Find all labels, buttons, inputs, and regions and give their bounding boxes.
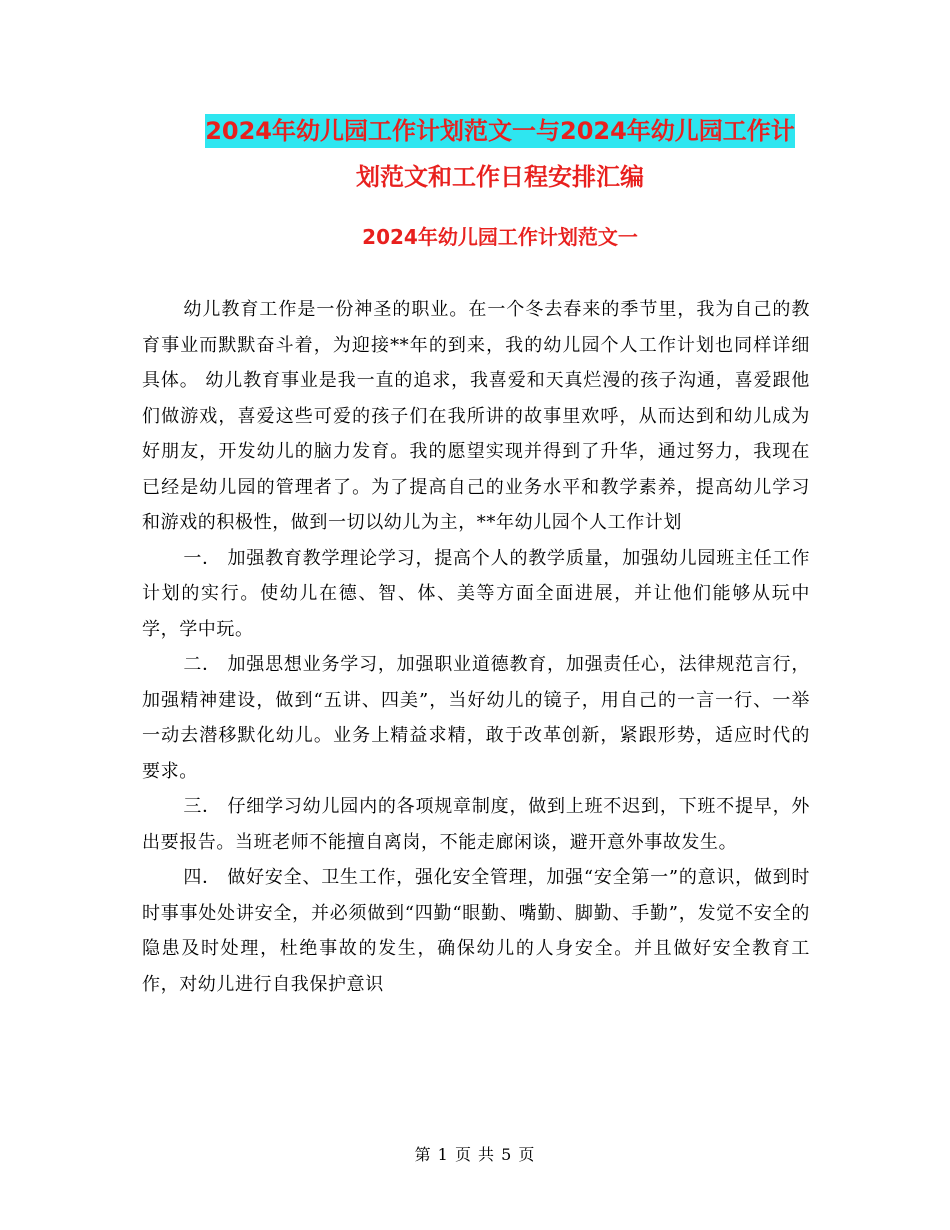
document-title	[140, 108, 860, 200]
page-footer: 第 1 页 共 5 页	[414, 1145, 536, 1164]
paragraph-item-1: 一． 加强教育教学理论学习，提高个人的教学质量，加强幼儿园班主任工作计划的实行。使幼儿在德、智、体、美等方面全面进展，并让他们能够从玩中学，学中玩。	[142, 547, 810, 640]
section-title: 2024年幼儿园工作计划范文一	[362, 225, 638, 249]
paragraph-item-3: 三． 仔细学习幼儿园内的各项规章制度，做到上班不迟到，下班不提早，外出要报告。当班老师不能擅自离岗，不能走廊闲谈，避开意外事故发生。	[142, 796, 810, 853]
document-body	[142, 292, 810, 1002]
paragraph-intro: 幼儿教育工作是一份神圣的职业。在一个冬去春来的季节里，我为自己的教育事业而默默奋斗着，为迎接**年的到来，我的幼儿园个人工作计划也同样详细具体。 幼儿教育事业是我一直的追求，我喜爱和天真烂漫的孩子沟通，喜爱跟他们做游戏，喜爱这些可爱的孩子们在我所讲的故事里欢呼，从而达到和幼儿成为好朋友，开发幼儿的脑力发育。我的愿望实现并得到了升华，通过努力，我现在已经是幼儿园的管理者了。为了提高自己的业务水平和教学素养，提高幼儿学习和游戏的积极性，做到一切以幼儿为主，**年幼儿园个人工作计划	[142, 299, 810, 533]
paragraph-item-4: 四． 做好安全、卫生工作，强化安全管理，加强“安全第一”的意识，做到时时事事处处讲安全，并必须做到“四勤“眼勤、嘴勤、脚勤、手勤”，发觉不安全的隐患及时处理，杜绝事故的发生，确保幼儿的人身安全。并且做好安全教育工作，对幼儿进行自我保护意识	[142, 867, 810, 995]
document-title-line-1: 2024年幼儿园工作计划范文一与2024年幼儿园工作计	[205, 114, 795, 148]
document-title-line-2: 划范文和工作日程安排汇编	[356, 163, 644, 191]
paragraph-item-2: 二． 加强思想业务学习，加强职业道德教育，加强责任心，法律规范言行，加强精神建设，做到“五讲、四美”，当好幼儿的镜子，用自己的一言一行、一举一动去潜移默化幼儿。业务上精益求精，敢于改革创新，紧跟形势，适应时代的要求。	[142, 654, 810, 782]
